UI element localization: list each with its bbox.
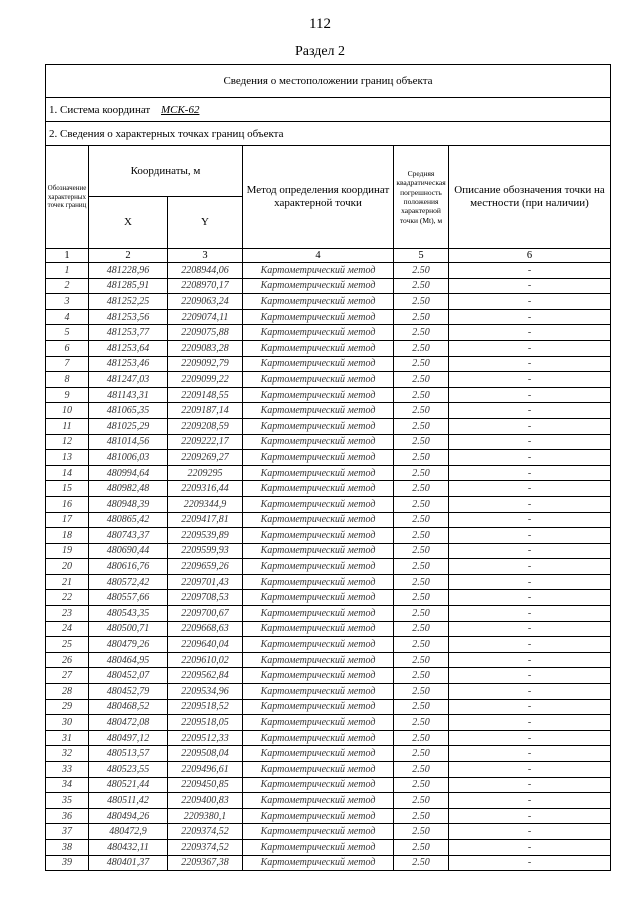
description-cell: - <box>449 762 611 778</box>
error-cell: 2.50 <box>394 746 449 762</box>
point-number: 6 <box>46 340 89 356</box>
table-row <box>46 434 611 450</box>
method-cell: Картометрический метод <box>243 621 394 637</box>
method-cell: Картометрический метод <box>243 590 394 606</box>
x-coordinate: 481228,96 <box>89 263 168 279</box>
error-cell: 2.50 <box>394 528 449 544</box>
coord-system-row <box>46 98 611 122</box>
point-number: 26 <box>46 652 89 668</box>
description-cell: - <box>449 730 611 746</box>
error-cell: 2.50 <box>394 824 449 840</box>
y-coordinate: 2209063,24 <box>168 294 243 310</box>
method-cell: Картометрический метод <box>243 403 394 419</box>
x-coordinate: 481253,77 <box>89 325 168 341</box>
header-description: Описание обозначения точки на местности (при наличии) <box>449 146 611 249</box>
point-number: 29 <box>46 699 89 715</box>
x-coordinate: 481025,29 <box>89 418 168 434</box>
method-cell: Картометрический метод <box>243 574 394 590</box>
y-coordinate: 2209075,88 <box>168 325 243 341</box>
description-cell: - <box>449 839 611 855</box>
description-cell: - <box>449 855 611 871</box>
x-coordinate: 480572,42 <box>89 574 168 590</box>
x-coordinate: 480452,79 <box>89 684 168 700</box>
x-coordinate: 480616,76 <box>89 559 168 575</box>
x-coordinate: 480500,71 <box>89 621 168 637</box>
point-number: 17 <box>46 512 89 528</box>
method-cell: Картометрический метод <box>243 356 394 372</box>
x-coordinate: 481253,46 <box>89 356 168 372</box>
table-row <box>46 294 611 310</box>
y-coordinate: 2209187,14 <box>168 403 243 419</box>
description-cell: - <box>449 699 611 715</box>
x-coordinate: 480521,44 <box>89 777 168 793</box>
method-cell: Картометрический метод <box>243 325 394 341</box>
x-coordinate: 480479,26 <box>89 637 168 653</box>
error-cell: 2.50 <box>394 652 449 668</box>
table-row <box>46 450 611 466</box>
x-coordinate: 480472,9 <box>89 824 168 840</box>
table-row <box>46 855 611 871</box>
page-number: 112 <box>309 16 331 32</box>
table-row <box>46 481 611 497</box>
y-coordinate: 2209374,52 <box>168 824 243 840</box>
x-coordinate: 481065,35 <box>89 403 168 419</box>
coord-system-label: 1. Система координат <box>49 103 151 116</box>
description-cell: - <box>449 278 611 294</box>
y-coordinate: 2209417,81 <box>168 512 243 528</box>
description-cell: - <box>449 606 611 622</box>
table-row <box>46 559 611 575</box>
header-x: X <box>89 197 168 249</box>
table-row <box>46 325 611 341</box>
error-cell: 2.50 <box>394 278 449 294</box>
point-number: 14 <box>46 465 89 481</box>
error-cell: 2.50 <box>394 403 449 419</box>
method-cell: Картометрический метод <box>243 762 394 778</box>
section-title: Раздел 2 <box>294 44 346 59</box>
method-cell: Картометрический метод <box>243 652 394 668</box>
x-coordinate: 480982,48 <box>89 481 168 497</box>
method-cell: Картометрический метод <box>243 294 394 310</box>
method-cell: Картометрический метод <box>243 418 394 434</box>
banner-title: Сведения о местоположении границ объекта <box>46 65 611 98</box>
error-cell: 2.50 <box>394 450 449 466</box>
description-cell: - <box>449 387 611 403</box>
header-error: Средняя квадратическая погрешность положения характерной точки (Mt), м <box>394 146 449 249</box>
point-number: 18 <box>46 528 89 544</box>
error-cell: 2.50 <box>394 777 449 793</box>
x-coordinate: 480690,44 <box>89 543 168 559</box>
table-row <box>46 356 611 372</box>
method-cell: Картометрический метод <box>243 606 394 622</box>
table-row <box>46 496 611 512</box>
table-row <box>46 278 611 294</box>
table-row <box>46 512 611 528</box>
description-cell: - <box>449 465 611 481</box>
error-cell: 2.50 <box>394 574 449 590</box>
x-coordinate: 480543,35 <box>89 606 168 622</box>
y-coordinate: 2209508,04 <box>168 746 243 762</box>
point-number: 15 <box>46 481 89 497</box>
header-y: Y <box>168 197 243 249</box>
x-coordinate: 480494,26 <box>89 808 168 824</box>
x-coordinate: 480865,42 <box>89 512 168 528</box>
method-cell: Картометрический метод <box>243 559 394 575</box>
description-cell: - <box>449 340 611 356</box>
table-row <box>46 528 611 544</box>
error-cell: 2.50 <box>394 263 449 279</box>
description-cell: - <box>449 652 611 668</box>
y-coordinate: 2209295 <box>168 465 243 481</box>
y-coordinate: 2209099,22 <box>168 372 243 388</box>
column-number: 6 <box>449 249 611 263</box>
error-cell: 2.50 <box>394 465 449 481</box>
error-cell: 2.50 <box>394 730 449 746</box>
error-cell: 2.50 <box>394 294 449 310</box>
error-cell: 2.50 <box>394 372 449 388</box>
description-cell: - <box>449 512 611 528</box>
error-cell: 2.50 <box>394 496 449 512</box>
x-coordinate: 480432,11 <box>89 839 168 855</box>
description-cell: - <box>449 590 611 606</box>
error-cell: 2.50 <box>394 434 449 450</box>
table-row <box>46 387 611 403</box>
y-coordinate: 2209700,67 <box>168 606 243 622</box>
header-method: Метод определения координат характерной точки <box>243 146 394 249</box>
point-number: 32 <box>46 746 89 762</box>
point-number: 13 <box>46 450 89 466</box>
point-number: 19 <box>46 543 89 559</box>
point-number: 36 <box>46 808 89 824</box>
error-cell: 2.50 <box>394 340 449 356</box>
table-row <box>46 684 611 700</box>
description-cell: - <box>449 559 611 575</box>
coord-system-value: МСК-62 <box>160 103 200 116</box>
table-row <box>46 730 611 746</box>
point-number: 28 <box>46 684 89 700</box>
table-row <box>46 637 611 653</box>
y-coordinate: 2209344,9 <box>168 496 243 512</box>
method-cell: Картометрический метод <box>243 637 394 653</box>
description-cell: - <box>449 668 611 684</box>
error-cell: 2.50 <box>394 699 449 715</box>
method-cell: Картометрический метод <box>243 699 394 715</box>
y-coordinate: 2209518,05 <box>168 715 243 731</box>
y-coordinate: 2209222,17 <box>168 434 243 450</box>
error-cell: 2.50 <box>394 762 449 778</box>
error-cell: 2.50 <box>394 590 449 606</box>
y-coordinate: 2209074,11 <box>168 309 243 325</box>
description-cell: - <box>449 574 611 590</box>
x-coordinate: 480511,42 <box>89 793 168 809</box>
error-cell: 2.50 <box>394 559 449 575</box>
method-cell: Картометрический метод <box>243 808 394 824</box>
y-coordinate: 2209208,59 <box>168 418 243 434</box>
table-row <box>46 340 611 356</box>
column-number: 4 <box>243 249 394 263</box>
point-number: 12 <box>46 434 89 450</box>
column-numbers-row <box>46 249 611 263</box>
point-number: 21 <box>46 574 89 590</box>
y-coordinate: 2209496,61 <box>168 762 243 778</box>
description-cell: - <box>449 356 611 372</box>
x-coordinate: 480994,64 <box>89 465 168 481</box>
y-coordinate: 2209512,33 <box>168 730 243 746</box>
table-row <box>46 465 611 481</box>
error-cell: 2.50 <box>394 684 449 700</box>
method-cell: Картометрический метод <box>243 839 394 855</box>
table-row <box>46 372 611 388</box>
description-cell: - <box>449 372 611 388</box>
description-cell: - <box>449 684 611 700</box>
y-coordinate: 2208970,17 <box>168 278 243 294</box>
error-cell: 2.50 <box>394 715 449 731</box>
description-cell: - <box>449 263 611 279</box>
table-row <box>46 839 611 855</box>
x-coordinate: 480464,95 <box>89 652 168 668</box>
header-point-id: Обозначение характерных точек границ <box>46 146 89 249</box>
error-cell: 2.50 <box>394 356 449 372</box>
point-number: 7 <box>46 356 89 372</box>
x-coordinate: 480472,08 <box>89 715 168 731</box>
y-coordinate: 2209610,02 <box>168 652 243 668</box>
method-cell: Картометрический метод <box>243 528 394 544</box>
table-row <box>46 668 611 684</box>
table-row <box>46 590 611 606</box>
description-cell: - <box>449 621 611 637</box>
table-row <box>46 715 611 731</box>
y-coordinate: 2209374,52 <box>168 839 243 855</box>
y-coordinate: 2209092,79 <box>168 356 243 372</box>
table-row <box>46 621 611 637</box>
y-coordinate: 2209367,38 <box>168 855 243 871</box>
y-coordinate: 2209269,27 <box>168 450 243 466</box>
point-number: 5 <box>46 325 89 341</box>
description-cell: - <box>449 528 611 544</box>
description-cell: - <box>449 309 611 325</box>
table-row <box>46 793 611 809</box>
point-number: 31 <box>46 730 89 746</box>
table-row <box>46 652 611 668</box>
method-cell: Картометрический метод <box>243 372 394 388</box>
method-cell: Картометрический метод <box>243 824 394 840</box>
column-number: 2 <box>89 249 168 263</box>
y-coordinate: 2209562,84 <box>168 668 243 684</box>
table-row <box>46 824 611 840</box>
method-cell: Картометрический метод <box>243 450 394 466</box>
x-coordinate: 481252,25 <box>89 294 168 310</box>
description-cell: - <box>449 793 611 809</box>
method-cell: Картометрический метод <box>243 855 394 871</box>
description-cell: - <box>449 294 611 310</box>
table-row <box>46 574 611 590</box>
point-number: 20 <box>46 559 89 575</box>
x-coordinate: 480452,07 <box>89 668 168 684</box>
point-number: 24 <box>46 621 89 637</box>
column-number: 1 <box>46 249 89 263</box>
description-cell: - <box>449 777 611 793</box>
column-number: 3 <box>168 249 243 263</box>
x-coordinate: 480468,52 <box>89 699 168 715</box>
y-coordinate: 2209380,1 <box>168 808 243 824</box>
y-coordinate: 2209316,44 <box>168 481 243 497</box>
description-cell: - <box>449 434 611 450</box>
y-coordinate: 2209701,43 <box>168 574 243 590</box>
y-coordinate: 2209518,52 <box>168 699 243 715</box>
table-row <box>46 762 611 778</box>
error-cell: 2.50 <box>394 512 449 528</box>
header-coords: Координаты, м <box>89 146 243 197</box>
method-cell: Картометрический метод <box>243 746 394 762</box>
y-coordinate: 2209668,63 <box>168 621 243 637</box>
method-cell: Картометрический метод <box>243 263 394 279</box>
x-coordinate: 481247,03 <box>89 372 168 388</box>
x-coordinate: 481285,91 <box>89 278 168 294</box>
x-coordinate: 480948,39 <box>89 496 168 512</box>
y-coordinate: 2209400,83 <box>168 793 243 809</box>
method-cell: Картометрический метод <box>243 715 394 731</box>
point-number: 16 <box>46 496 89 512</box>
method-cell: Картометрический метод <box>243 543 394 559</box>
description-cell: - <box>449 403 611 419</box>
method-cell: Картометрический метод <box>243 309 394 325</box>
method-cell: Картометрический метод <box>243 668 394 684</box>
error-cell: 2.50 <box>394 418 449 434</box>
table-row <box>46 309 611 325</box>
error-cell: 2.50 <box>394 309 449 325</box>
method-cell: Картометрический метод <box>243 777 394 793</box>
error-cell: 2.50 <box>394 637 449 653</box>
description-cell: - <box>449 481 611 497</box>
error-cell: 2.50 <box>394 621 449 637</box>
description-cell: - <box>449 715 611 731</box>
table-row <box>46 777 611 793</box>
y-coordinate: 2209659,26 <box>168 559 243 575</box>
table-row <box>46 403 611 419</box>
y-coordinate: 2209599,93 <box>168 543 243 559</box>
table-row <box>46 746 611 762</box>
column-number: 5 <box>394 249 449 263</box>
table-row <box>46 699 611 715</box>
table-row <box>46 808 611 824</box>
point-number: 37 <box>46 824 89 840</box>
y-coordinate: 2208944,06 <box>168 263 243 279</box>
description-cell: - <box>449 637 611 653</box>
error-cell: 2.50 <box>394 325 449 341</box>
y-coordinate: 2209083,28 <box>168 340 243 356</box>
point-number: 38 <box>46 839 89 855</box>
y-coordinate: 2209640,04 <box>168 637 243 653</box>
description-cell: - <box>449 496 611 512</box>
description-cell: - <box>449 808 611 824</box>
description-cell: - <box>449 746 611 762</box>
description-cell: - <box>449 543 611 559</box>
method-cell: Картометрический метод <box>243 512 394 528</box>
x-coordinate: 481253,64 <box>89 340 168 356</box>
error-cell: 2.50 <box>394 808 449 824</box>
x-coordinate: 480523,55 <box>89 762 168 778</box>
error-cell: 2.50 <box>394 793 449 809</box>
error-cell: 2.50 <box>394 543 449 559</box>
description-cell: - <box>449 450 611 466</box>
method-cell: Картометрический метод <box>243 730 394 746</box>
point-number: 34 <box>46 777 89 793</box>
point-number: 39 <box>46 855 89 871</box>
table-row <box>46 543 611 559</box>
description-cell: - <box>449 325 611 341</box>
point-number: 2 <box>46 278 89 294</box>
point-number: 3 <box>46 294 89 310</box>
error-cell: 2.50 <box>394 855 449 871</box>
point-number: 4 <box>46 309 89 325</box>
point-number: 1 <box>46 263 89 279</box>
description-cell: - <box>449 824 611 840</box>
method-cell: Картометрический метод <box>243 278 394 294</box>
x-coordinate: 480513,57 <box>89 746 168 762</box>
table-row <box>46 263 611 279</box>
table-row <box>46 606 611 622</box>
y-coordinate: 2209708,53 <box>168 590 243 606</box>
y-coordinate: 2209539,89 <box>168 528 243 544</box>
x-coordinate: 480557,66 <box>89 590 168 606</box>
x-coordinate: 481014,56 <box>89 434 168 450</box>
method-cell: Картометрический метод <box>243 465 394 481</box>
method-cell: Картометрический метод <box>243 387 394 403</box>
points-title: 2. Сведения о характерных точках границ объекта <box>46 122 611 146</box>
error-cell: 2.50 <box>394 668 449 684</box>
method-cell: Картометрический метод <box>243 481 394 497</box>
x-coordinate: 480401,37 <box>89 855 168 871</box>
description-cell: - <box>449 418 611 434</box>
y-coordinate: 2209148,55 <box>168 387 243 403</box>
point-number: 23 <box>46 606 89 622</box>
table-row <box>46 418 611 434</box>
y-coordinate: 2209450,85 <box>168 777 243 793</box>
y-coordinate: 2209534,96 <box>168 684 243 700</box>
point-number: 22 <box>46 590 89 606</box>
point-number: 10 <box>46 403 89 419</box>
point-number: 9 <box>46 387 89 403</box>
point-number: 30 <box>46 715 89 731</box>
x-coordinate: 480497,12 <box>89 730 168 746</box>
error-cell: 2.50 <box>394 481 449 497</box>
error-cell: 2.50 <box>394 606 449 622</box>
error-cell: 2.50 <box>394 387 449 403</box>
method-cell: Картометрический метод <box>243 434 394 450</box>
point-number: 35 <box>46 793 89 809</box>
x-coordinate: 481006,03 <box>89 450 168 466</box>
point-number: 8 <box>46 372 89 388</box>
x-coordinate: 480743,37 <box>89 528 168 544</box>
method-cell: Картометрический метод <box>243 496 394 512</box>
boundary-points-table <box>45 64 611 871</box>
point-number: 27 <box>46 668 89 684</box>
method-cell: Картометрический метод <box>243 793 394 809</box>
point-number: 33 <box>46 762 89 778</box>
error-cell: 2.50 <box>394 839 449 855</box>
x-coordinate: 481143,31 <box>89 387 168 403</box>
x-coordinate: 481253,56 <box>89 309 168 325</box>
point-number: 11 <box>46 418 89 434</box>
point-number: 25 <box>46 637 89 653</box>
method-cell: Картометрический метод <box>243 684 394 700</box>
method-cell: Картометрический метод <box>243 340 394 356</box>
